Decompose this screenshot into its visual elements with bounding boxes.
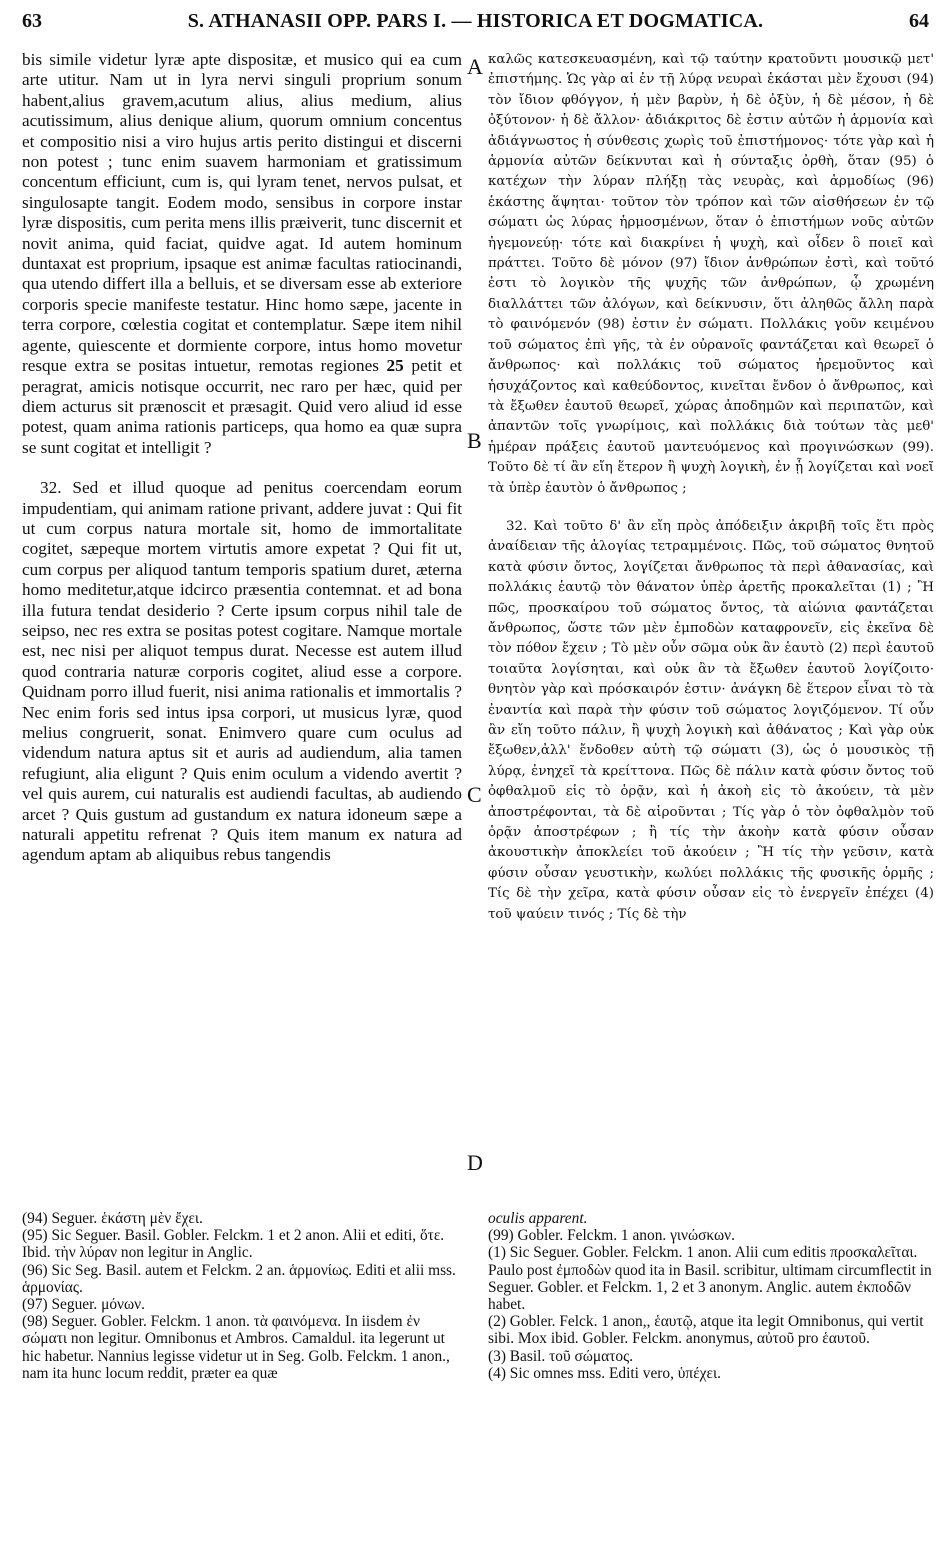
greek-paragraph-1: καλῶς κατεσκευασμένη, καὶ τῷ ταύτην κρατοῦντι μουσικῷ μετ' ἐπιστήμης. Ὡς γὰρ αἱ ἐν τῇ λύρᾳ νευραὶ ἑκάσται μὲν ἔχουσι (94) τὸν ἴδιον φθόγγον, ἡ μὲν βαρὺν, ἡ δὲ ὀξὺν, ἡ δὲ μέσον, ἡ δὲ ὀξύτονον· ἡ δὲ ἄλλον· ἀδιάκριτος δὲ ἐστιν αὐτῶν ἡ ἁρμονία καὶ ἀδιάγνωστος ἡ σύνθεσις χωρὶς τοῦ ἐπιστήμονος· τότε γὰρ καὶ ἡ ἁρμονία αὐτῶν δείκνυται καὶ ἡ σύνταξις ὀρθὴ, ὅταν (95) ὁ κατέχων τὴν λύραν πλήξῃ τὰς νευρὰς, καὶ ἁρμοδίως (96) ἑκάστης ἅψηται· τοῦτον τὸν τρόπον καὶ τῶν αἰσθήσεων ἐν τῷ σώματι ὡς λύρας ἡρμοσμένων, ὅταν ὁ ἐπιστήμων νοῦς αὐτῶν ἡγεμονεύῃ· τότε καὶ διακρίνει ἡ ψυχὴ, καὶ οἶδεν ὃ ποιεῖ καὶ πράττει. Τοῦτο δὲ μόνον (97) ἴδιον ἀνθρώπων ἐστὶ, καὶ τοῦτό ἐστι τὸ λογικὸν τῆς ψυχῆς τῶν ἀνθρώπων, ᾧ χρωμένη διαλλάττει τῶν ἀλόγων, καὶ δείκνυσιν, ὅτι ἀληθῶς ἄλλη παρὰ τὸ φαινόμενόν (98) ἐστιν ἐν σώματι. Πολλάκις γοῦν κειμένου τοῦ σώματος ἐπὶ γῆς, τὰ ἐν οὐρανοῖς φαντάζεται καὶ θεωρεῖ ὁ ἄνθρωπος· καὶ πολλάκις τοῦ σώματος ἠρεμοῦντος καὶ ἡσυχάζοντος καὶ καθεύδοντος, κινεῖται ἔνδον ὁ ἄνθρωπος, καὶ τὰ ἔξωθεν ἑαυτοῦ θεωρεῖ, χώρας ἀποδημῶν καὶ περιπατῶν, καὶ ἀπαντῶν τοῖς γνωρίμοις, καὶ πολλάκις διὰ τούτων τὰς μεθ' ἡμέραν πράξεις ἑαυτοῦ μαντευόμενος καὶ προγινώσκων (99). Τοῦτο δὲ τί ἂν εἴη ἕτερον ἢ ψυχὴ λογικὴ, ἐν ᾗ λογίζεται καὶ νοεῖ τὰ ὑπὲρ ἑαυτὸν ὁ ἄνθρωπος ; bbox=[488, 52, 934, 496]
greek-paragraph-32: 32. Καὶ τοῦτο δ' ἂν εἴη πρὸς ἀπόδειξιν ἀκριβῆ τοῖς ἔτι πρὸς ἀναίδειαν τῆς ἀλογίας τετραμμένοις. Πῶς, τοῦ σώματος θνητοῦ κατὰ φύσιν ὄντος, λογίζεται ἄνθρωπος τὰ περὶ ἀθανασίας, καὶ πολλάκις ἑαυτῷ τὸν θάνατον ὑπὲρ ἀρετῆς προκαλεῖται (1) ; Ἢ πῶς, προσκαίρου τοῦ σώματος ὄντος, τὰ αἰώνια φαντάζεται ἄνθρωπος, ὥστε τῶν μὲν ἐμποδὼν καταφρονεῖν, εἰς ἐκεῖνα δὲ τὸν πόθον ἔχειν ; Τὸ μὲν οὖν σῶμα οὐκ ἂν ἑαυτὸ (2) περὶ ἑαυτοῦ τοιαῦτα λογίσηται, καὶ οὐκ ἂν τὰ ἔξωθεν ἑαυτοῦ λογίζοιτο· θνητὸν γὰρ καὶ πρόσκαιρόν ἐστιν· ἀνάγκη δὲ ἕτερον εἶναι τὸ τὰ ἐναντία καὶ παρὰ τὴν φύσιν τοῦ σώματος λογιζόμενον. Τί οὖν ἂν εἴη τοῦτο πάλιν, ἢ ψυχὴ λογικὴ καὶ ἀθάνατος ; Καὶ γὰρ οὐκ ἔξωθεν,ἀλλ' ἔνδοθεν αὐτὴ τῷ σώματι (3), ὡς ὁ μουσικὸς τῇ λύρᾳ, ἐνηχεῖ τὰ κρείττονα. Πῶς δὲ πάλιν κατὰ φύσιν ὄντος τοῦ ὀφθαλμοῦ εἰς τὸ ὁρᾷν, καὶ ἡ ἀκοὴ εἰς τὸ ἀκούειν, τὰ μὲν ἀποστρέφονται, τὰ δὲ αἱροῦνται ; Τίς γὰρ ὁ τὸν ὀφθαλμὸν τοῦ ὁρᾷν ἀποστρέφων ; ἢ τίς τὴν ἀκοὴν κατὰ φύσιν οὖσαν ἀκουστικὴν ἀποκλείει τοῦ ἀκούειν ; Ἢ τίς τὴν γεῦσιν, κατὰ φύσιν οὖσαν γευστικὴν, κωλύει πολλάκις τῆς φυσικῆς ὁρμῆς ; Τίς δὲ τὴν χεῖρα, κατὰ φύσιν οὖσαν εἰς τὸ ἐνεργεῖν ἐπέχει (4) τοῦ ψαύειν τινός ; Τίς δὲ τὴν bbox=[488, 518, 934, 922]
footnote: (1) Sic Seguer. Gobler. Felckm. 1 anon. Alii cum editis προσκαλεῖται. Paulo post ἐμποδὼν quod ita in Basil. scribitur, ultimam circumflectit in Seguer. Gobler. et Felckm. 1, 2 et 3 anonym. Anglic. autem ἐκποδῶν habet. bbox=[488, 1244, 932, 1314]
margin-marker-c: C bbox=[467, 782, 482, 807]
running-title: S. ATHANASII OPP. PARS I. — HISTORICA ET DOGMATICA. bbox=[187, 10, 764, 32]
footnote: (4) Sic omnes mss. Editi vero, ὑπέχει. bbox=[488, 1364, 721, 1382]
latin-paragraph-32: 32. Sed et illud quoque ad penitus coercendam eorum impudentiam, qui animam ratione privant, addere juvat : Qui fit ut cum corpus natura mortale sit, homo de immortalitate cogitet, sæpeque mortem virtutis amore expetat ? Qui fit ut, cum corpus per aliquod tantum temporis spatium duret, æterna homo meditetur,atque idcirco præsentia contemnat. et ad bona illa futura tendat desiderio ? Certe ipsum corpus nihil tale de seipso, nec res extra se positas potest cogitare. Namque mortale est, nec nisi per aliquot tempus durat. Necesse est autem illud quod contraria naturæ corporis cogitet, aliud esse a corpore. Quidnam porro illud fuerit, nisi anima rationalis et immortalis ? Nec enim foris sed intus ipsa corpori, ut musicus lyræ, quod melius congruerit, sonat. Enimvero quare cum oculus ad videndum natura aptus sit et auris ad audiendum, alia tamen refugiunt, alia eligunt ? Quis enim oculum a videndo avertit ? vel quis aurem, cui naturalis est audiendi facultas, ab audiendo arcet ? Quis gustum ad gustandum ex natura idoneum sæpe a naturali appetitu refrenat ? Quis item manum ex natura ad agendum aptam ab aliquibus rebus tangendis bbox=[22, 478, 462, 865]
footnote: (97) Seguer. μόνων. bbox=[22, 1296, 145, 1314]
latin-text-1a: bis simile videtur lyræ apte dispositæ, et musico qui ea cum arte utitur. Nam ut in lyra nervi singuli proprium sonum habent,alius gravem,acutum alius, alius medium, alius acutissimum, alius denique alium, quorum omnium concentus et compositio nisi a viro hujus artis perito distingui et discerni non potest ; tunc enim suavem harmoniam et gratissimum concentum efficiunt, cum is, qui lyram tenet, nervos pulsat, et singulosapte tangit. Eodem modo, sensibus in corpore instar lyræ dispositis, cum perita mens illis præiverit, tunc discernit et novit anima, quid faciat, quidve agat. Id autem hominum duntaxat est proprium, ipsaque est animæ facultas ratiocinandi, qua utendo differt illa a belluis, et se diversam esse ab exteriore corporis specie manifeste testatur. Hinc homo sæpe, jacente in terra corpore, cœlestia cogitat et contemplatur. Sæpe item nihil agente, quiescente et dormiente corpore, intus homo movetur resque extra se positas intuetur, remotas regiones bbox=[22, 50, 462, 376]
page-number-right: 64 bbox=[909, 10, 929, 32]
greek-column bbox=[488, 50, 934, 925]
latin-paragraph-1 bbox=[22, 50, 462, 458]
footnote: (3) Basil. τοῦ σώματος. bbox=[488, 1347, 634, 1365]
footnote: (98) Seguer. Gobler. Felckm. 1 anon. τὰ φαινόμενα. In iisdem ἐν σώματι non legitur. Omnibonus et Ambros. Camaldul. ita legerunt ut hic habetur. Nannius legisse videtur ut in Seg. Golb. Felckm. 1 anon., nam ita hunc locum reddit, præter ea quæ bbox=[22, 1313, 450, 1382]
footnotes-left bbox=[22, 1210, 462, 1382]
footnotes-right bbox=[488, 1210, 934, 1382]
page-number-left: 63 bbox=[22, 10, 42, 32]
latin-column bbox=[22, 50, 462, 866]
footnote: (96) Sic Seg. Basil. autem et Felckm. 2 an. ἁρμονίως. Editi et alii mss. ἁρμονίας. bbox=[22, 1261, 456, 1296]
margin-marker-d: D bbox=[467, 1150, 483, 1175]
latin-text-1b: petit et peragrat, amicis notisque occurrit, nec raro per hæc, quid per diem acturus sit prænoscit et præsagit. Quid vero aliud id esse potest, quam anima rationis particeps, qua homo ea quæ supra se sunt cogitat et intelligit ? bbox=[22, 356, 462, 457]
margin-marker-b: B bbox=[467, 428, 482, 453]
footnote: (99) Gobler. Felckm. 1 anon. γινώσκων. bbox=[488, 1227, 735, 1245]
footnote-continuation: oculis apparent. bbox=[488, 1210, 588, 1227]
footnote: (94) Seguer. ἑκάστη μὲν ἔχει. bbox=[22, 1210, 203, 1227]
margin-marker-a: A bbox=[467, 54, 483, 79]
column-number-25: 25 bbox=[386, 356, 404, 376]
footnote: (2) Gobler. Felck. 1 anon,, ἑαυτῷ, atque ita legit Omnibonus, qui vertit sibi. Mox ibid. Gobler. Felckm. anonymus, αὐτοῦ pro ἑαυτοῦ. bbox=[488, 1313, 924, 1348]
footnote: (95) Sic Seguer. Basil. Gobler. Felckm. 1 et 2 anon. Alii et editi, ὅτε. Ibid. τὴν λύραν non legitur in Anglic. bbox=[22, 1227, 445, 1262]
page-header bbox=[22, 10, 929, 40]
